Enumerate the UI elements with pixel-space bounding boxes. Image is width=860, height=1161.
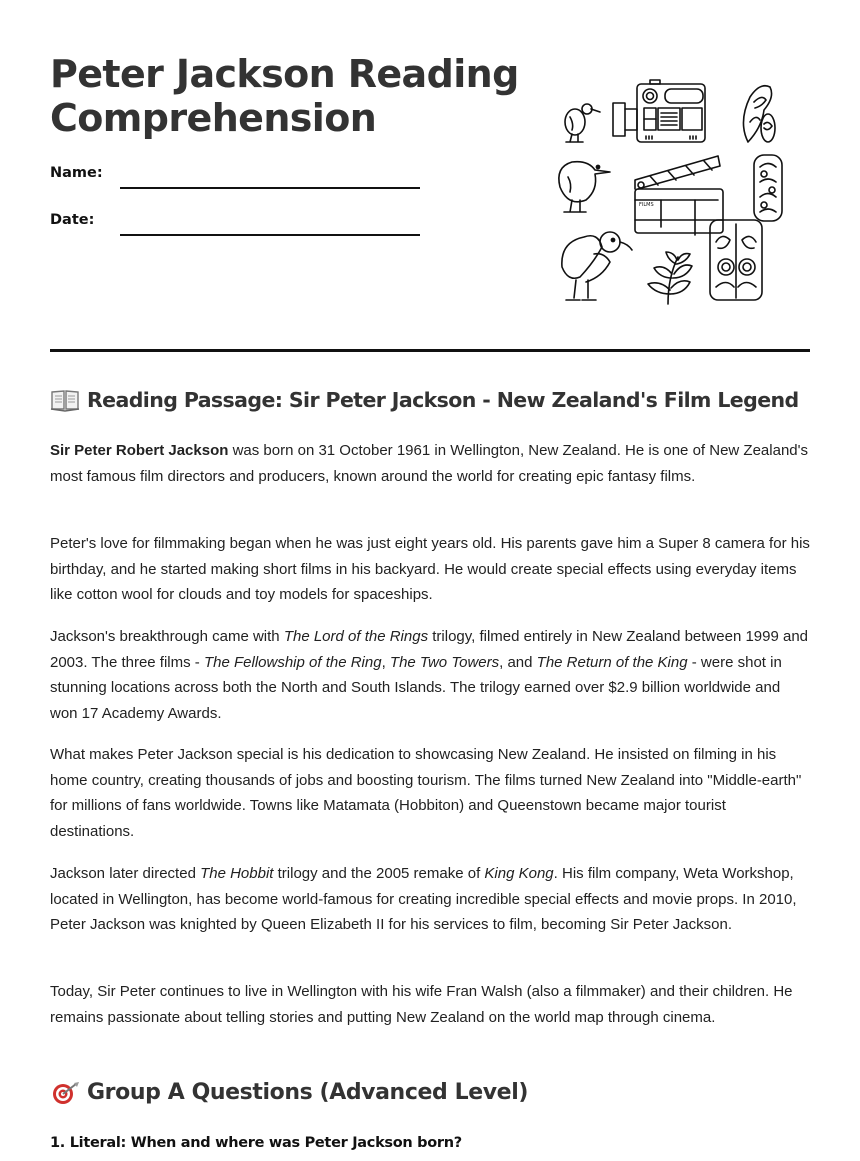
- svg-text:FILMS: FILMS: [639, 202, 654, 208]
- date-field-row: [50, 210, 430, 240]
- kiwi-bird-icon: [565, 104, 600, 142]
- passage-paragraph-6: Today, Sir Peter continues to live in Wellington with his wife Fran Walsh (also a filmmaker) and their children. He remains passionate about telling stories and putting New Zealand on the world map through cinema.: [50, 983, 793, 1026]
- film-title: King Kong: [484, 865, 554, 882]
- open-book-icon: [50, 388, 80, 412]
- maori-carving-icon: [743, 86, 775, 142]
- page-title: Peter Jackson Reading Comprehension: [50, 52, 519, 140]
- date-label: Date:: [50, 212, 95, 228]
- film-title: The Return of the King: [536, 653, 688, 671]
- worksheet-page: [50, 0, 810, 1151]
- kiwi-bird-icon: [562, 232, 632, 300]
- clapperboard-icon: [635, 156, 723, 235]
- name-field-row: [50, 163, 430, 193]
- maori-carving-icon: [754, 155, 782, 221]
- nz-film-illustration: [550, 72, 790, 312]
- passage-paragraph-4: What makes Peter Jackson special is his dedication to showcasing New Zealand. He insisted on filming in his home country, creating thousands of jobs and boosting tourism. The films turned New Zealand into "Middle-earth" for millions of fans worldwide. Towns like Matamata (Hobbiton) and Queenstown became major tourist destinations.: [50, 746, 802, 841]
- passage-heading: [50, 388, 799, 412]
- questions-heading: [50, 1080, 528, 1105]
- film-camera-icon: [613, 80, 705, 142]
- kiwi-bird-icon: [559, 162, 610, 212]
- passage-paragraph-3: Jackson's breakthrough came with The Lord of the Rings trilogy, filmed entirely in New Zealand between 1999 and 2003. The three films - The Fellowship of the Ring, The Two Towers, and The Return of the King - were shot in stunning locations across both the North and South Islands. The trilogy earned over $2.9 billion worldwide and won 17 Academy Awards.: [50, 628, 809, 723]
- target-dart-icon: [50, 1081, 80, 1105]
- film-title: The Two Towers: [389, 653, 500, 671]
- question-1: 1. Literal: When and where was Peter Jackson born?: [50, 1135, 462, 1151]
- film-title: The Lord of the Rings: [283, 628, 429, 645]
- date-field[interactable]: [120, 234, 420, 236]
- questions-heading-text: Group A Questions (Advanced Level): [87, 1080, 528, 1105]
- subject-name: Sir Peter Robert Jackson: [50, 442, 229, 459]
- fern-leaf-icon: [648, 252, 692, 304]
- film-title: The Fellowship of the Ring: [203, 653, 382, 671]
- maori-carving-icon: [710, 220, 762, 300]
- film-title: The Hobbit: [200, 865, 274, 882]
- passage-paragraph-2: Peter's love for filmmaking began when he was just eight years old. His parents gave him a Super 8 camera for his birthday, and he started making short films in his backyard. He would create special effects using everyday items like cotton wool for clouds and toy models for spaceships.: [50, 535, 810, 604]
- passage-heading-text: Reading Passage: Sir Peter Jackson - New Zealand's Film Legend: [87, 388, 799, 412]
- name-label: Name:: [50, 165, 103, 181]
- passage-paragraph-5: Jackson later directed The Hobbit trilogy and the 2005 remake of King Kong. His film company, Weta Workshop, located in Wellington, has become world-famous for creating incredible special effects and movie props. In 2010, Peter Jackson was knighted by Queen Elizabeth II for his services to film, becoming Sir Peter Jackson.: [50, 865, 797, 934]
- passage-paragraph-1: Sir Peter Robert Jackson was born on 31 October 1961 in Wellington, New Zealand. He is one of New Zealand's most famous film directors and producers, known around the world for creating epic fantasy films.: [50, 442, 808, 485]
- worksheet-header: [50, 0, 810, 352]
- name-field[interactable]: [120, 187, 420, 189]
